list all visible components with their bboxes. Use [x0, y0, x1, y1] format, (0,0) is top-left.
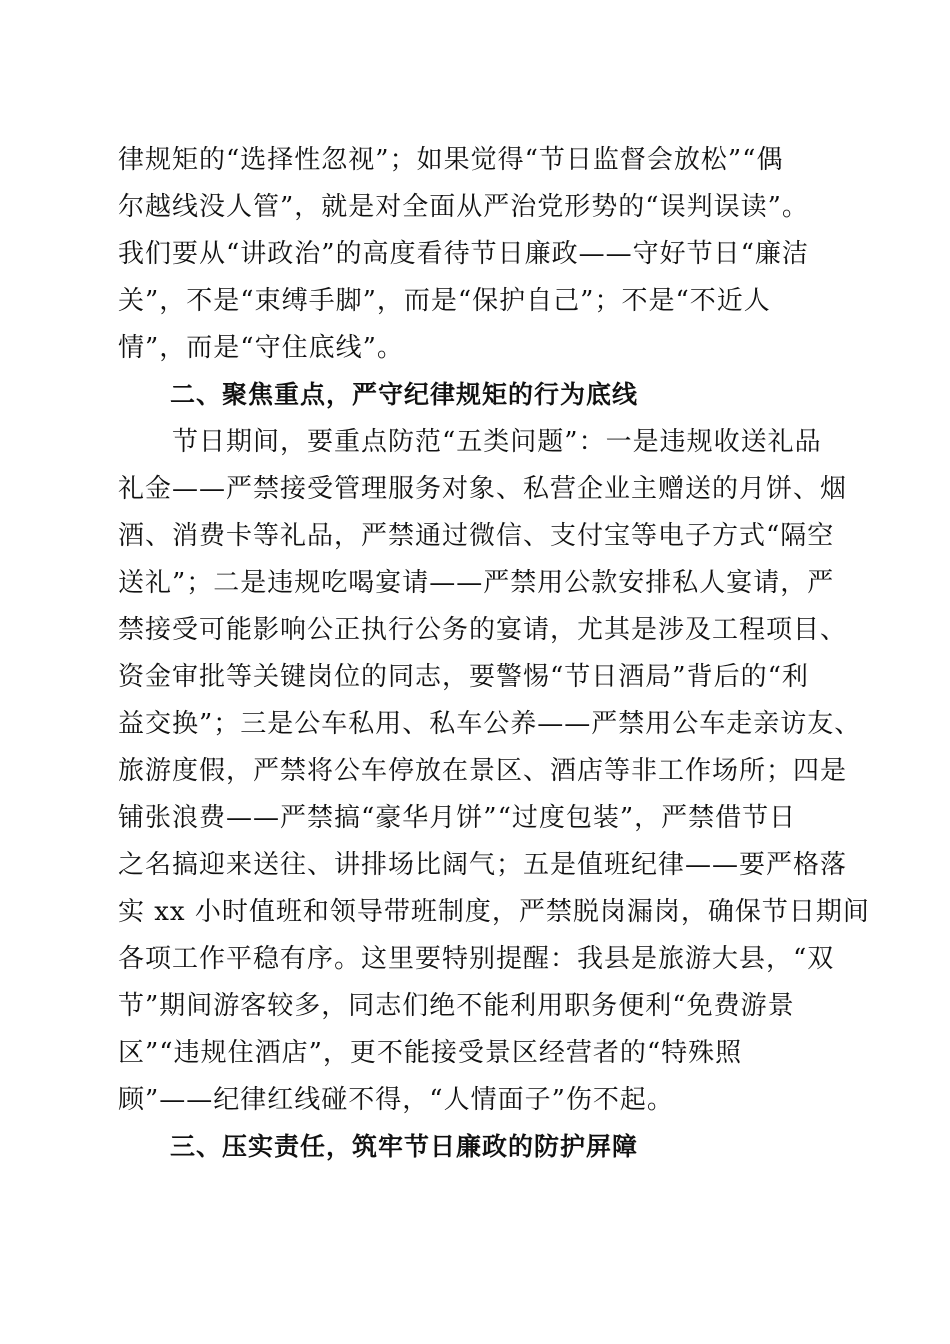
paragraph-line: 关”，不是“束缚手脚”，而是“保护自己”；不是“不近人	[118, 286, 771, 316]
paragraph-line: 之名搞迎来送往、讲排场比阔气；五是值班纪律——要严格落	[118, 850, 848, 880]
paragraph-line: 节”期间游客较多，同志们绝不能利用职务便利“免费游景	[118, 991, 795, 1021]
paragraph-line: 禁接受可能影响公正执行公务的宴请，尤其是涉及工程项目、	[118, 615, 848, 645]
paragraph-line: 区”“违规住酒店”，更不能接受景区经营者的“特殊照	[118, 1038, 743, 1068]
paragraph-line: 各项工作平稳有序。这里要特别提醒：我县是旅游大县，“双	[118, 944, 835, 974]
paragraph-line: 律规矩的“选择性忽视”；如果觉得“节日监督会放松”“偶	[118, 145, 784, 175]
paragraph-line: 酒、消费卡等礼品，严禁通过微信、支付宝等电子方式“隔空	[118, 521, 835, 551]
paragraph-line: 铺张浪费——严禁搞“豪华月饼”“过度包装”，严禁借节日	[118, 803, 797, 833]
paragraph-line: 旅游度假，严禁将公车停放在景区、酒店等非工作场所；四是	[118, 756, 848, 786]
paragraph-line: 尔越线没人管”，就是对全面从严治党形势的“误判误读”。	[118, 192, 809, 222]
paragraph-line: 节日期间，要重点防范“五类问题”：一是违规收送礼品	[118, 427, 822, 457]
paragraph-line: 益交换”；三是公车私用、私车公养——严禁用公车走亲访友、	[118, 709, 862, 739]
paragraph-line: 实 xx 小时值班和领导带班制度，严禁脱岗漏岗，确保节日期间	[118, 897, 870, 927]
paragraph-line: 我们要从“讲政治”的高度看待节日廉政——守好节日“廉洁	[118, 239, 809, 269]
paragraph-line: 情”，而是“守住底线”。	[118, 333, 404, 363]
section-heading-3: 三、压实责任，筑牢节日廉政的防护屏障	[170, 1132, 639, 1161]
paragraph-line: 顾”——纪律红线碰不得，“人情面子”伤不起。	[118, 1085, 674, 1115]
paragraph-line: 资金审批等关键岗位的同志，要警惕“节日酒局”背后的“利	[118, 662, 809, 692]
section-heading-2: 二、聚焦重点，严守纪律规矩的行为底线	[170, 380, 639, 409]
paragraph-line: 送礼”；二是违规吃喝宴请——严禁用公款安排私人宴请，严	[118, 568, 835, 598]
paragraph-line: 礼金——严禁接受管理服务对象、私营企业主赠送的月饼、烟	[118, 474, 848, 504]
